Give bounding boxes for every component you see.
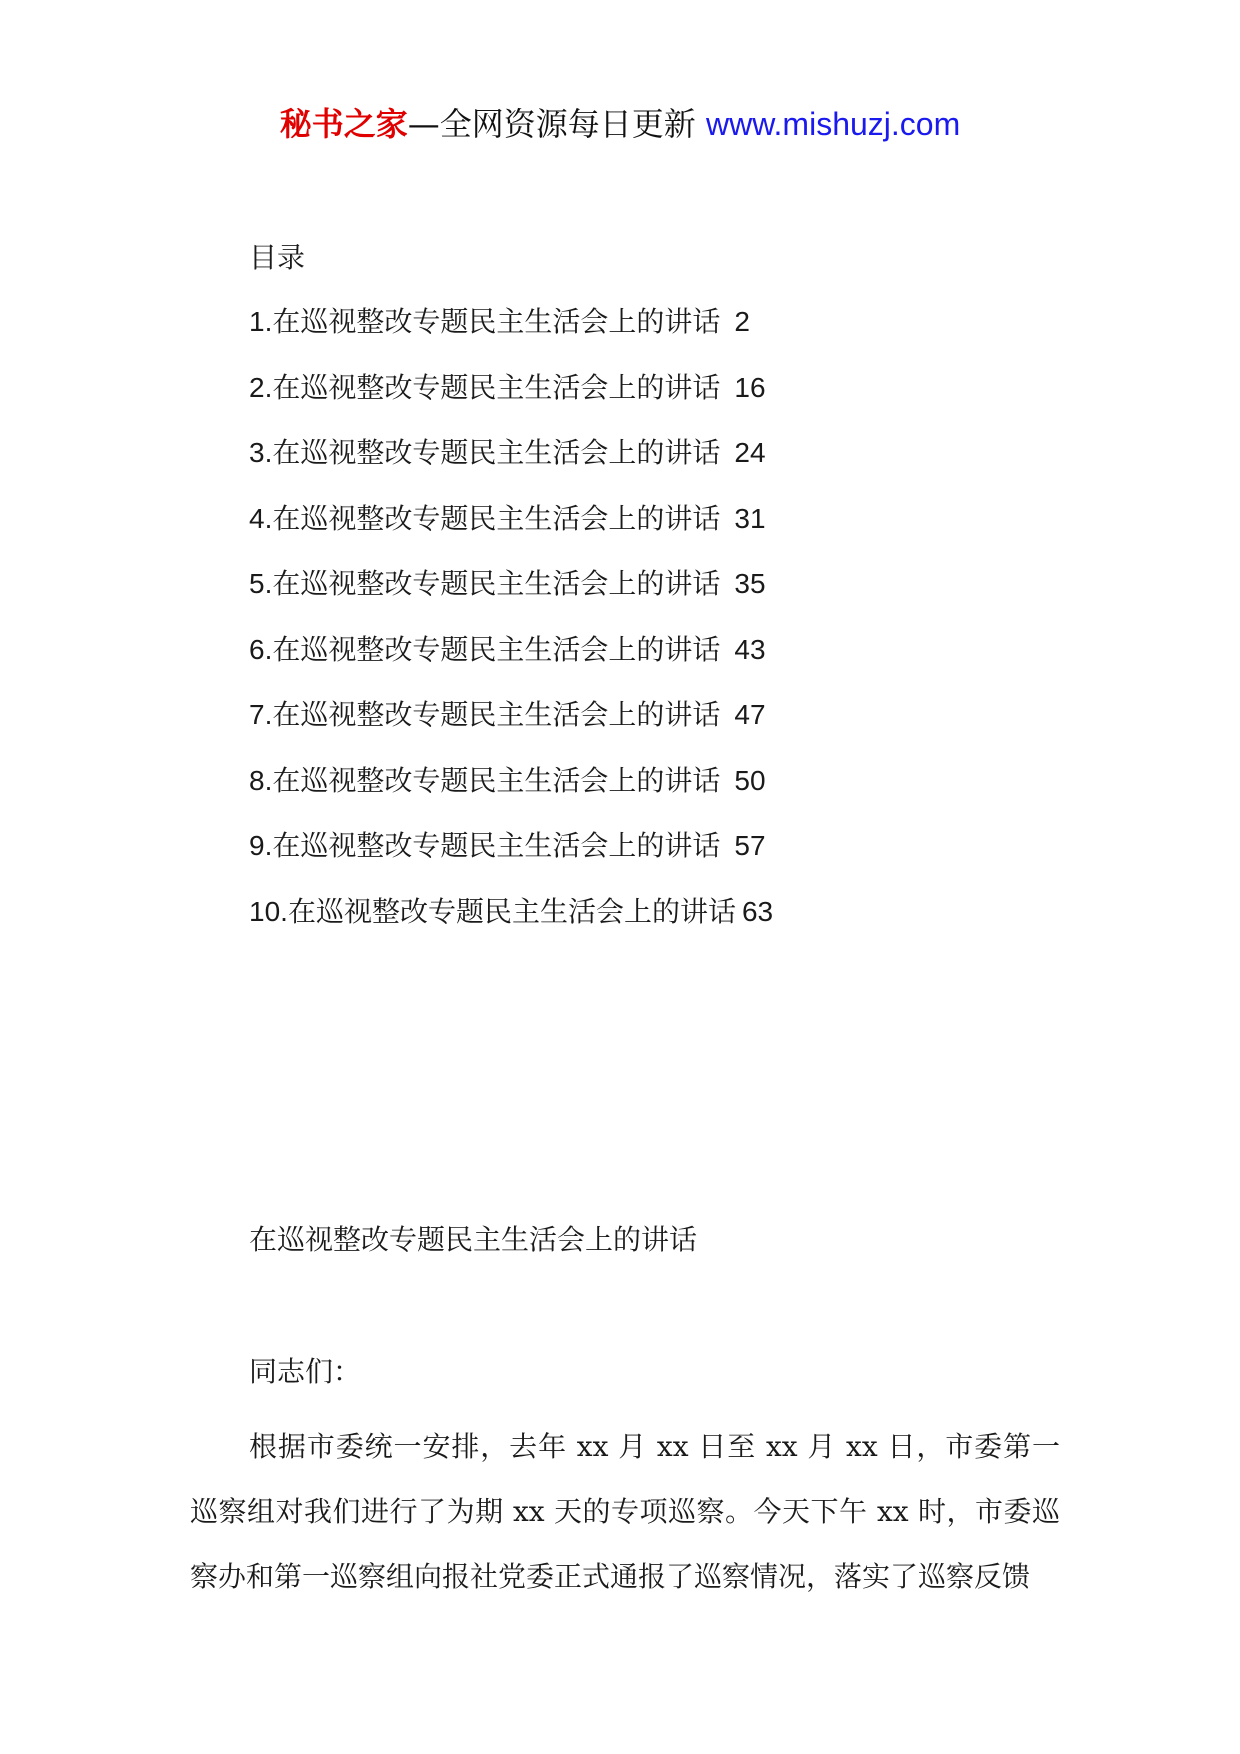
toc-item-text: 在巡视整改专题民主生活会上的讲话 <box>272 436 721 469</box>
toc-item-number: 4. <box>249 502 273 534</box>
body-paragraph: 根据市委统一安排，去年 xx 月 xx 日至 xx 月 xx 日，市委第一巡察组对我们进行了为期 xx 天的专项巡察。今天下午 xx 时，市委巡察办和第一巡察组向报社党委正式通报了巡察情况，落实了巡察反馈 <box>190 1430 1060 1593</box>
toc-item[interactable] <box>249 693 773 759</box>
toc-item-text: 在巡视整改专题民主生活会上的讲话 <box>287 894 736 928</box>
toc-item-number: 3. <box>249 437 273 468</box>
site-tagline: —全网资源每日更新 <box>407 105 696 143</box>
toc-item[interactable] <box>249 300 773 366</box>
toc-item-text: 在巡视整改专题民主生活会上的讲话 <box>272 632 721 666</box>
toc-item-text: 在巡视整改专题民主生活会上的讲话 <box>272 501 721 535</box>
site-brand: 秘书之家 <box>279 105 408 143</box>
salutation: 同志们： <box>249 1355 362 1388</box>
site-url-link[interactable]: www.mishuzj.com <box>705 106 961 142</box>
toc-item-page: 57 <box>734 830 766 861</box>
toc-item-page: 16 <box>734 371 766 403</box>
toc-title: 目录 <box>249 241 306 274</box>
toc-item[interactable] <box>249 366 773 432</box>
toc-item[interactable] <box>249 562 773 628</box>
site-header <box>0 98 1240 150</box>
toc-item-text: 在巡视整改专题民主生活会上的讲话 <box>272 698 721 731</box>
toc-item-number: 9. <box>249 830 273 861</box>
toc-item-number: 10. <box>249 895 288 927</box>
toc-item[interactable] <box>249 759 773 825</box>
toc-item-page: 2 <box>734 306 750 337</box>
toc-item[interactable] <box>249 628 773 694</box>
toc-item-number: 6. <box>249 633 273 665</box>
toc-item-page: 24 <box>734 437 766 468</box>
toc-item-number: 5. <box>249 568 273 599</box>
toc-item-page: 47 <box>734 699 766 730</box>
toc-item-text: 在巡视整改专题民主生活会上的讲话 <box>272 829 721 862</box>
toc-item-text: 在巡视整改专题民主生活会上的讲话 <box>272 763 721 797</box>
toc-item-text: 在巡视整改专题民主生活会上的讲话 <box>272 305 721 338</box>
toc-item[interactable] <box>249 431 773 497</box>
toc-item-page: 31 <box>734 502 766 534</box>
toc-item[interactable] <box>249 824 773 890</box>
toc-item-number: 7. <box>249 699 273 730</box>
toc-item-text: 在巡视整改专题民主生活会上的讲话 <box>272 567 721 600</box>
toc-item-text: 在巡视整改专题民主生活会上的讲话 <box>272 370 721 404</box>
toc-item-number: 8. <box>249 764 273 796</box>
toc-item[interactable] <box>249 890 773 956</box>
toc-item-page: 43 <box>734 633 766 665</box>
toc-item-number: 1. <box>249 306 273 337</box>
toc-item-page: 63 <box>741 895 774 927</box>
toc-item[interactable] <box>249 497 773 563</box>
toc-item-number: 2. <box>249 371 273 403</box>
toc-item-page: 35 <box>734 568 766 599</box>
toc-item-page: 50 <box>734 764 766 796</box>
section-title: 在巡视整改专题民主生活会上的讲话 <box>249 1223 698 1256</box>
table-of-contents <box>249 300 773 955</box>
